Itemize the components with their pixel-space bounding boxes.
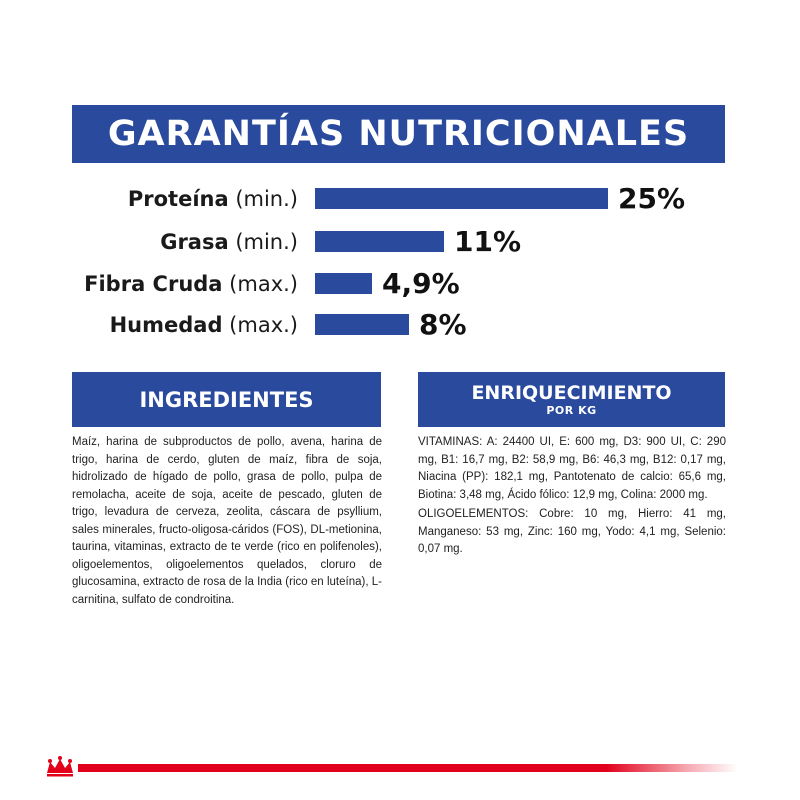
enrichment-text bbox=[418, 434, 726, 561]
nutrient-row-fat bbox=[0, 222, 800, 262]
page-title: GARANTÍAS NUTRICIONALES bbox=[107, 114, 690, 154]
nutrient-value: 4,9% bbox=[382, 267, 460, 300]
nutrient-value: 25% bbox=[618, 182, 686, 215]
nutrient-row-protein bbox=[0, 179, 800, 219]
crown-icon bbox=[44, 755, 76, 777]
nutrient-value: 11% bbox=[454, 225, 522, 258]
vitamins-text: VITAMINAS: A: 24400 UI, E: 600 mg, D3: 900 UI, C: 290 mg, B1: 16,7 mg, B2: 58,9 mg, B6: 46,3 mg, B12: 0,17 mg, Niacina (PP): 182,1 mg, Pantotenato de calcio: 65,6 mg, Biotina: 3,48 mg, Ácido fólico: 12,9 mg, Colina: 2000 mg. bbox=[418, 436, 726, 501]
nutrient-name: Grasa bbox=[160, 230, 229, 254]
enrichment-subheading: POR KG bbox=[546, 404, 597, 417]
nutrient-bar bbox=[315, 273, 372, 294]
title-banner bbox=[72, 105, 725, 163]
nutrient-name: Fibra Cruda bbox=[84, 272, 223, 296]
nutrient-row-moisture bbox=[0, 305, 800, 345]
nutrient-bar bbox=[315, 314, 409, 335]
ingredients-header bbox=[72, 372, 381, 427]
nutrient-bar bbox=[315, 231, 444, 252]
nutrient-qualifier: (max.) bbox=[229, 313, 298, 337]
nutrient-name: Humedad bbox=[109, 313, 223, 337]
ingredients-heading: INGREDIENTES bbox=[139, 387, 314, 412]
footer-red-line bbox=[78, 764, 738, 772]
nutrient-row-fiber bbox=[0, 264, 800, 304]
nutrient-qualifier: (max.) bbox=[229, 272, 298, 296]
enrichment-header bbox=[418, 372, 725, 427]
nutrient-name: Proteína bbox=[127, 187, 229, 211]
nutrient-qualifier: (min.) bbox=[235, 230, 298, 254]
nutrient-qualifier: (min.) bbox=[235, 187, 298, 211]
nutrient-bar bbox=[315, 188, 608, 209]
enrichment-heading: ENRIQUECIMIENTO bbox=[471, 382, 672, 404]
ingredients-text: Maíz, harina de subproductos de pollo, avena, harina de trigo, harina de cerdo, gluten de maíz, fibra de soja, hidrolizado de hígado de pollo, grasa de pollo, pulpa de remolacha, aceite de soja, aceite de pescado, gluten de trigo, levadura de cerveza, zeolita, cáscara de psyllium, sales minerales, fructo-oligosa-cáridos (FOS), DL-metionina, taurina, vitaminas, extracto de te verde (rico en polifenoles), oligoelementos, oligoelementos quelados, cloruro de glucosamina, extracto de rosa de la India (rico en luteína), L-carnitina, sulfato de condroitina. bbox=[72, 436, 382, 606]
trace-elements-text: OLIGOELEMENTOS: Cobre: 10 mg, Hierro: 41 mg, Manganeso: 53 mg, Zinc: 160 mg, Yodo: 4,1 mg, Selenio: 0,07 mg. bbox=[418, 508, 726, 555]
nutrient-value: 8% bbox=[419, 308, 467, 341]
